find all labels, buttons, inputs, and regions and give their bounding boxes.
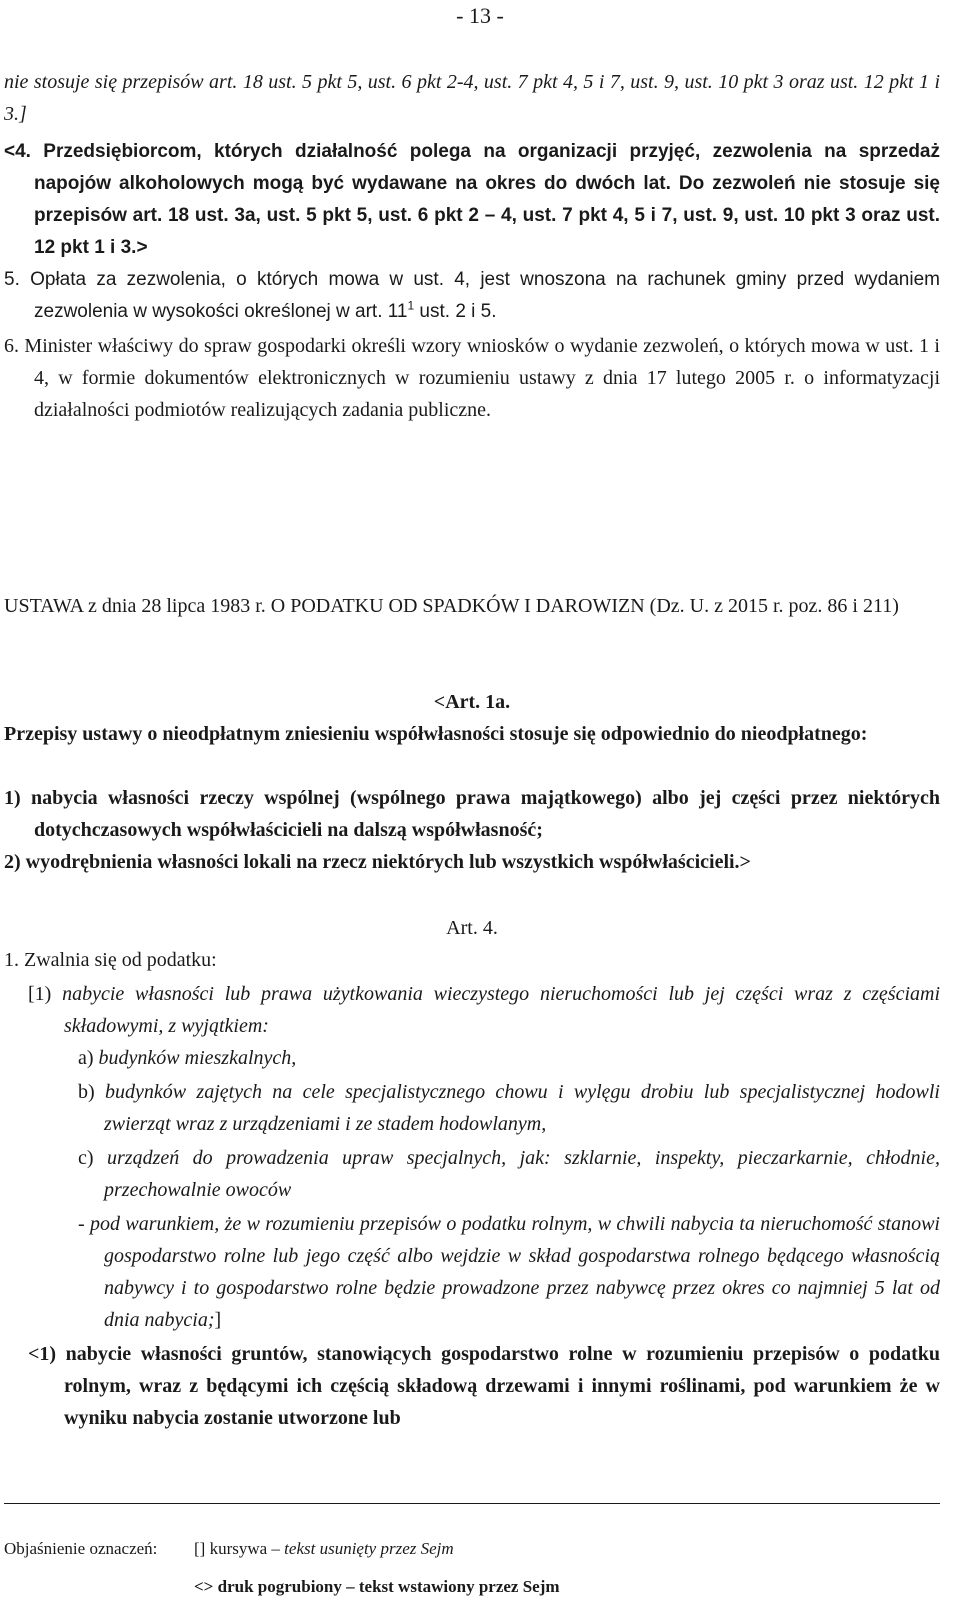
sub-item-c-marker: c) <box>78 1147 107 1169</box>
item-marker: [1) <box>28 983 63 1005</box>
art-1a-intro: Przepisy ustawy o nieodpłatnym zniesieniu współwłasności stosuje się odpowiednio do nieodpłatnego: <box>4 723 868 745</box>
condition-close-bracket: ] <box>214 1309 222 1331</box>
condition-marker: - <box>78 1213 91 1235</box>
law-title: USTAWA z dnia 28 lipca 1983 r. O PODATKU OD SPADKÓW I DAROWIZN (Dz. U. z 2015 r. poz. 86 i 211) <box>4 595 899 617</box>
paragraph-5-text: 5. Opłata za zezwolenia, o których mowa w ust. 4, jest wnoszona na rachunek gminy przed wydaniem zezwolenia w wysokości określonej w art. 11 <box>4 269 940 322</box>
paragraph-5 <box>4 264 940 328</box>
page-number: - 13 - <box>456 3 504 28</box>
superscript: 1 <box>407 298 415 313</box>
art-4-item-1-removed <box>4 978 940 1042</box>
art-4-intro: 1. Zwalnia się od podatku: <box>4 949 217 971</box>
art-4-item-1-inserted: <1) nabycie własności gruntów, stanowiących gospodarstwo rolne w rozumieniu przepisów o podatku rolnym, wraz z będącymi ich częścią składową drzewami i innymi roślinami, pod warunkiem że w wyniku nabycia zostanie utworzone lub <box>28 1343 940 1429</box>
footer-divider <box>4 1503 940 1504</box>
paragraph-5-tail: ust. 2 i 5. <box>414 301 497 322</box>
footnote-legend-label: Objaśnienie oznaczeń: <box>4 1539 158 1558</box>
condition-text: pod warunkiem, że w rozumieniu przepisów o podatku rolnym, w chwili nabycia ta nieruchomość stanowi gospodarstwo rolne lub jego część albo wejdzie w skład gospodarstwa rolnego będącego własnością nabywcy i to gospodarstwo rolne będzie prowadzone przez nabywcę przez okres co najmniej 5 lat od dnia nabycia; <box>90 1213 940 1331</box>
italic-legend-desc: tekst usunięty przez Sejm <box>284 1539 454 1558</box>
footnote-bold-legend: <> druk pogrubiony – tekst wstawiony przez Sejm <box>194 1577 560 1596</box>
art-4-heading: Art. 4. <box>446 917 498 939</box>
condition-paragraph <box>4 1208 940 1336</box>
sub-item-c-text: urządzeń do prowadzenia upraw specjalnych, jak: szklarnie, inspekty, pieczarkarnie, chłodnie, przechowalnie owoców <box>104 1147 940 1201</box>
sub-item-b <box>4 1076 940 1140</box>
sub-item-a-text: budynków mieszkalnych, <box>98 1047 297 1069</box>
art-1a-item-1: 1) nabycia własności rzeczy wspólnej (wspólnego prawa majątkowego) albo jej części przez niektórych dotychczasowych współwłaścicieli na dalszą współwłasność; <box>4 787 940 841</box>
footnote-italic-legend <box>194 1537 454 1561</box>
paragraph-4-inserted: <4. Przedsiębiorcom, których działalność polega na organizacji przyjęć, zezwolenia na sprzedaż napojów alkoholowych mogą być wydawane na okres do dwóch lat. Do zezwoleń nie stosuje się przepisów art. 18 ust. 3a, ust. 5 pkt 5, ust. 6 pkt 2 – 4, ust. 7 pkt 4, 5 i 7, ust. 9, ust. 10 pkt 3 oraz ust. 12 pkt 1 i 3.> <box>4 141 940 258</box>
paragraph-intro: nie stosuje się przepisów art. 18 ust. 5 pkt 5, ust. 6 pkt 2-4, ust. 7 pkt 4, 5 i 7, ust. 9, ust. 10 pkt 3 oraz ust. 12 pkt 1 i 3.] <box>4 71 940 125</box>
sub-item-b-marker: b) <box>78 1081 105 1103</box>
sub-item-c <box>4 1142 940 1206</box>
sub-item-a <box>4 1042 940 1074</box>
paragraph-6: 6. Minister właściwy do spraw gospodarki określi wzory wniosków o wydanie zezwoleń, o których mowa w ust. 1 i 4, w formie dokumentów elektronicznych w rozumieniu ustawy z dnia 17 lutego 2005 r. o informatyzacji działalności podmiotów realizujących zadania publiczne. <box>4 335 940 421</box>
sub-item-b-text: budynków zajętych na cele specjalistycznego chowu i wylęgu drobiu lub specjalistycznej hodowli zwierząt wraz z urządzeniami i ze stadem hodowlanym, <box>104 1081 940 1135</box>
sub-item-a-marker: a) <box>78 1047 99 1069</box>
italic-legend-plain: [] kursywa – <box>194 1539 285 1558</box>
item-1-text: nabycie własności lub prawa użytkowania wieczystego nieruchomości lub jej części wraz z częściami składowymi, z wyjątkiem: <box>62 983 941 1037</box>
art-1a-item-2: 2) wyodrębnienia własności lokali na rzecz niektórych lub wszystkich współwłaścicieli.> <box>4 851 751 873</box>
art-1a-heading: <Art. 1a. <box>433 691 511 713</box>
